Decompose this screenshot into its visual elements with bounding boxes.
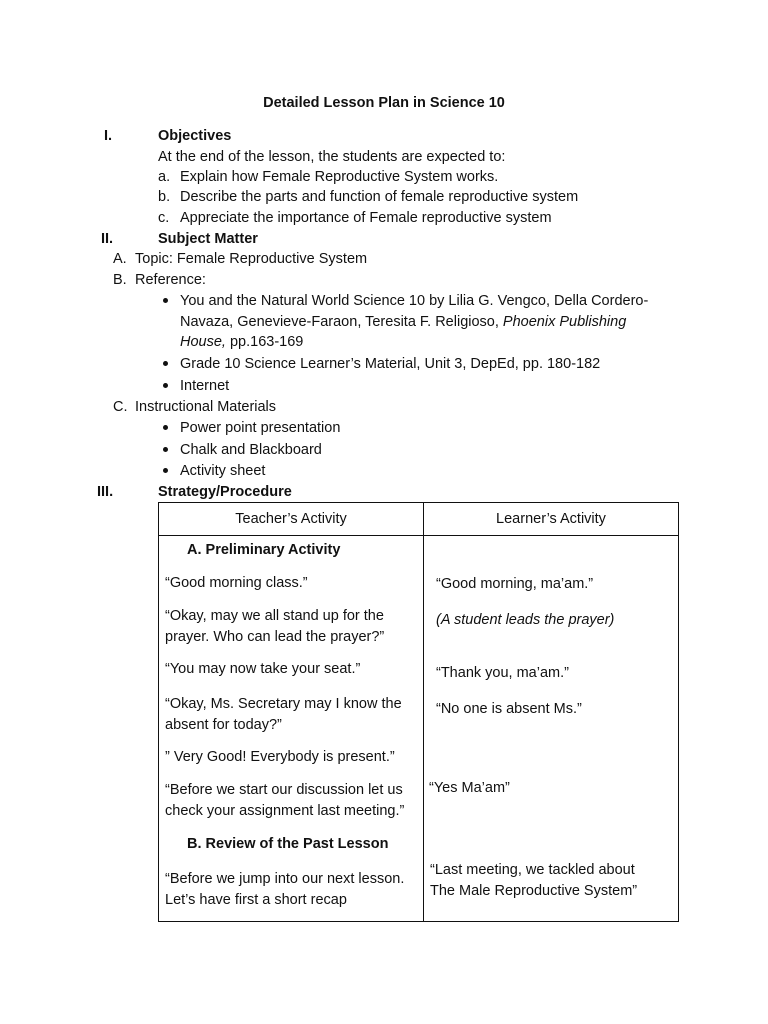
bullet-icon xyxy=(163,468,168,473)
material-item-2: Chalk and Blackboard xyxy=(180,442,322,458)
learner-line: The Male Reproductive System” xyxy=(430,883,638,899)
bullet-icon xyxy=(163,298,168,303)
learner-activity-header: Learner’s Activity xyxy=(424,503,679,536)
bullet-icon xyxy=(163,361,168,366)
table-row xyxy=(159,536,679,922)
learner-line: (A student leads the prayer) xyxy=(436,612,615,628)
teacher-line: Let’s have first a short recap xyxy=(165,892,347,908)
objectives-intro: At the end of the lesson, the students are expected to: xyxy=(158,149,506,165)
teacher-line: “Good morning class.” xyxy=(165,575,308,591)
bullet-icon xyxy=(163,383,168,388)
learner-line: “No one is absent Ms.” xyxy=(436,701,582,717)
objectives-heading: Objectives xyxy=(158,128,232,144)
learner-line: “Good morning, ma’am.” xyxy=(436,576,594,592)
learner-line: “Last meeting, we tackled about xyxy=(430,862,635,878)
preliminary-activity-subhead: A. Preliminary Activity xyxy=(187,542,341,558)
procedure-table xyxy=(158,502,679,922)
reference-label: Reference: xyxy=(135,272,206,288)
objective-marker-c: c. xyxy=(158,210,170,226)
teacher-activity-header: Teacher’s Activity xyxy=(159,503,424,536)
teacher-line: “Okay, Ms. Secretary may I know the xyxy=(165,696,402,712)
reference-learners-material: Grade 10 Science Learner’s Material, Unit 3, DepEd, pp. 180-182 xyxy=(180,356,601,372)
objective-item-a: Explain how Female Reproductive System works. xyxy=(180,169,499,185)
reference-book-publisher: Phoenix Publishing xyxy=(502,314,627,330)
teacher-line: ” Very Good! Everybody is present.” xyxy=(165,749,395,765)
teacher-activity-cell xyxy=(159,536,424,922)
strategy-heading: Strategy/Procedure xyxy=(158,484,292,500)
materials-marker: C. xyxy=(113,399,128,415)
bullet-icon xyxy=(163,425,168,430)
learner-activity-cell xyxy=(424,536,679,922)
reference-book-authors: Navaza, Genevieve-Faraon, Teresita F. Religioso, xyxy=(180,314,503,330)
reference-book-line2 xyxy=(180,312,626,332)
section-numeral-3: III. xyxy=(97,484,114,500)
teacher-line: “Okay, may we all stand up for the xyxy=(165,608,384,624)
materials-label: Instructional Materials xyxy=(135,399,277,415)
reference-book-pages: pp.163-169 xyxy=(225,334,304,350)
reference-internet: Internet xyxy=(180,378,230,394)
learner-line: “Thank you, ma’am.” xyxy=(436,665,569,681)
teacher-line: “You may now take your seat.” xyxy=(165,661,361,677)
document-title: Detailed Lesson Plan in Science 10 xyxy=(263,95,505,111)
teacher-line: “Before we start our discussion let us xyxy=(165,782,403,798)
objective-marker-a: a. xyxy=(158,169,171,185)
section-numeral-1: I. xyxy=(104,128,113,144)
objective-item-b: Describe the parts and function of female reproductive system xyxy=(180,189,579,205)
teacher-line: check your assignment last meeting.” xyxy=(165,803,405,819)
reference-book-publisher-cont: House, xyxy=(180,334,226,350)
learner-line: “Yes Ma’am” xyxy=(429,780,510,796)
teacher-line: prayer. Who can lead the prayer?” xyxy=(165,629,385,645)
reference-book-line3 xyxy=(180,332,303,352)
objective-marker-b: b. xyxy=(158,189,171,205)
subject-matter-heading: Subject Matter xyxy=(158,231,258,247)
bullet-icon xyxy=(163,447,168,452)
material-item-3: Activity sheet xyxy=(180,463,266,479)
objective-item-c: Appreciate the importance of Female reproductive system xyxy=(180,210,552,226)
teacher-line: “Before we jump into our next lesson. xyxy=(165,871,405,887)
topic-marker: A. xyxy=(113,251,127,267)
material-item-1: Power point presentation xyxy=(180,420,341,436)
reference-marker: B. xyxy=(113,272,127,288)
review-subhead: B. Review of the Past Lesson xyxy=(187,836,389,852)
section-numeral-2: II. xyxy=(101,231,114,247)
teacher-line: absent for today?” xyxy=(165,717,282,733)
reference-book-line1: You and the Natural World Science 10 by Lilia G. Vengco, Della Cordero- xyxy=(180,293,649,309)
table-header-row xyxy=(159,503,679,536)
topic-text: Topic: Female Reproductive System xyxy=(135,251,368,267)
